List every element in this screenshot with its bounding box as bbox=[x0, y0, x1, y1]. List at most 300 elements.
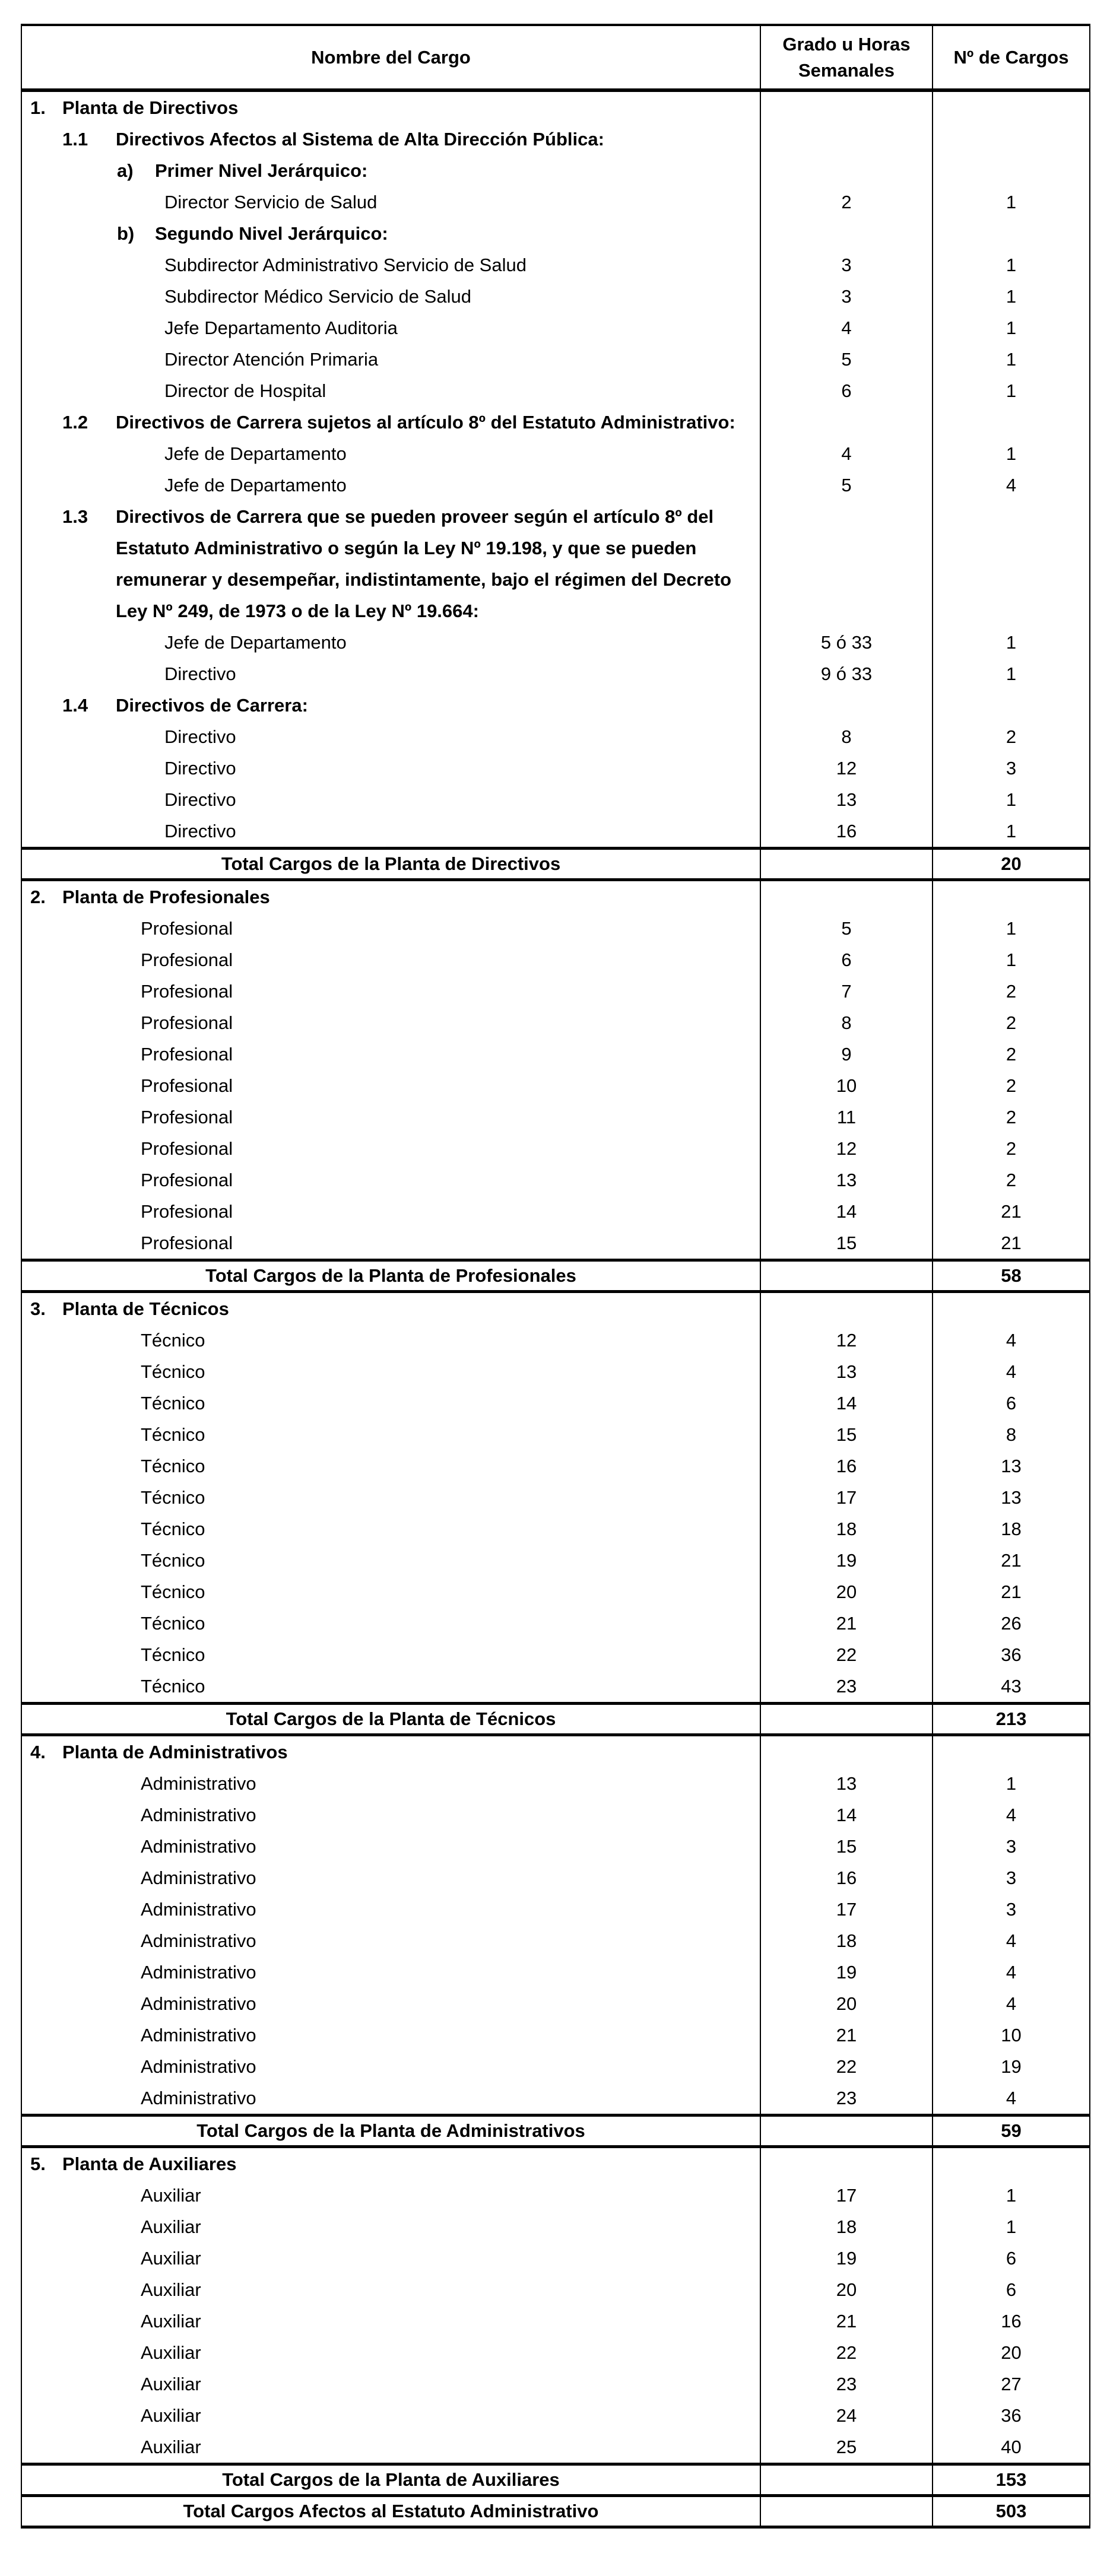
section-total-row-value: 59 bbox=[933, 2116, 1090, 2147]
cargo-count: 2 bbox=[933, 721, 1090, 752]
cargo-count: 21 bbox=[933, 1227, 1090, 1260]
cargo-count: 1 bbox=[933, 784, 1090, 815]
section-heading-content bbox=[30, 881, 760, 913]
table-row bbox=[21, 2431, 1090, 2464]
cargo-name: Administrativo bbox=[21, 2051, 760, 2082]
cargo-name: Auxiliar bbox=[21, 2274, 760, 2305]
cargo-count: 2 bbox=[933, 976, 1090, 1007]
cargo-count: 3 bbox=[933, 1862, 1090, 1894]
staffing-table-page bbox=[21, 24, 1089, 2529]
table-row bbox=[21, 1387, 1090, 1419]
subsection-heading-content bbox=[62, 123, 760, 155]
table-row bbox=[21, 1038, 1090, 1070]
empty-count-cell bbox=[933, 2147, 1090, 2180]
subsection-heading-content bbox=[62, 690, 760, 721]
cargo-count: 2 bbox=[933, 1164, 1090, 1196]
table-row bbox=[21, 2337, 1090, 2368]
table-row bbox=[21, 1768, 1090, 1799]
cargo-count: 21 bbox=[933, 1576, 1090, 1608]
cargo-name: Técnico bbox=[21, 1387, 760, 1419]
cargo-name: Directivo bbox=[21, 784, 760, 815]
cargo-name: Directivo bbox=[21, 815, 760, 849]
table-row bbox=[21, 1513, 1090, 1545]
cargo-count: 1 bbox=[933, 2180, 1090, 2211]
table-row bbox=[21, 375, 1090, 406]
grand-total-row-label: Total Cargos Afectos al Estatuto Administrativo bbox=[21, 2496, 760, 2527]
header-grado-horas: Grado u Horas Semanales bbox=[760, 25, 933, 90]
cargo-name: Profesional bbox=[21, 1007, 760, 1038]
cargo-count: 36 bbox=[933, 2400, 1090, 2431]
section-heading-cell bbox=[21, 880, 760, 913]
table-row bbox=[21, 1419, 1090, 1450]
cargo-grade: 10 bbox=[760, 1070, 933, 1101]
cargo-count: 21 bbox=[933, 1196, 1090, 1227]
cargo-count: 4 bbox=[933, 1956, 1090, 1988]
cargo-grade: 15 bbox=[760, 1419, 933, 1450]
table-row bbox=[21, 1356, 1090, 1387]
empty-grade-cell bbox=[760, 155, 933, 186]
table-row bbox=[21, 1007, 1090, 1038]
table-row bbox=[21, 249, 1090, 281]
cargo-count: 4 bbox=[933, 1324, 1090, 1356]
section-total-row-label: Total Cargos de la Planta de Profesionales bbox=[21, 1260, 760, 1292]
table-row bbox=[21, 1196, 1090, 1227]
empty-grade-cell bbox=[760, 90, 933, 123]
cargo-count: 1 bbox=[933, 312, 1090, 344]
empty-grade-cell bbox=[760, 1704, 933, 1735]
cargo-name: Profesional bbox=[21, 976, 760, 1007]
section-heading-number: 4. bbox=[30, 1742, 46, 1762]
subsection-heading-number: 1.1 bbox=[62, 129, 88, 150]
section-total-row-label: Total Cargos de la Planta de Directivos bbox=[21, 849, 760, 880]
cargo-name: Auxiliar bbox=[21, 2400, 760, 2431]
cargo-count: 2 bbox=[933, 1007, 1090, 1038]
group-heading-content bbox=[117, 218, 760, 249]
empty-count-cell bbox=[933, 90, 1090, 123]
table-row bbox=[21, 815, 1090, 849]
section-total-row-value: 58 bbox=[933, 1260, 1090, 1292]
cargo-name: Profesional bbox=[21, 913, 760, 944]
cargo-count: 19 bbox=[933, 2051, 1090, 2082]
table-row bbox=[21, 2082, 1090, 2116]
cargo-grade: 13 bbox=[760, 1768, 933, 1799]
table-row bbox=[21, 1227, 1090, 1260]
cargo-count: 2 bbox=[933, 1070, 1090, 1101]
table-row bbox=[21, 658, 1090, 690]
subsection-heading-number: 1.4 bbox=[62, 695, 88, 716]
cargo-grade: 13 bbox=[760, 1356, 933, 1387]
cargo-grade: 22 bbox=[760, 2051, 933, 2082]
subsection-heading-number: 1.2 bbox=[62, 412, 88, 433]
table-row bbox=[21, 1070, 1090, 1101]
cargo-count: 3 bbox=[933, 752, 1090, 784]
cargo-name: Profesional bbox=[21, 944, 760, 976]
cargo-name: Auxiliar bbox=[21, 2368, 760, 2400]
subsection-heading-cell bbox=[21, 501, 760, 627]
section-heading-title: Planta de Técnicos bbox=[62, 1298, 229, 1319]
cargo-name: Auxiliar bbox=[21, 2431, 760, 2464]
empty-grade-cell bbox=[760, 1292, 933, 1325]
section-heading-cell bbox=[21, 1735, 760, 1768]
cargo-name: Técnico bbox=[21, 1670, 760, 1704]
subsection-heading-cell bbox=[21, 406, 760, 438]
table-row bbox=[21, 1324, 1090, 1356]
cargo-count: 2 bbox=[933, 1101, 1090, 1133]
group-heading-content bbox=[117, 155, 760, 186]
section-heading-title: Planta de Auxiliares bbox=[62, 2153, 237, 2174]
cargo-count: 4 bbox=[933, 1799, 1090, 1831]
table-row bbox=[21, 913, 1090, 944]
subsection-heading-title: Directivos de Carrera que se pueden proveer según el artículo 8º del Estatuto Administrativo o según la Ley Nº 19.198, y que se pueden remunerar y desempeñar, indistintamente, bajo el régimen del Decreto Ley Nº 249, de 1973 o de la Ley Nº 19.664: bbox=[116, 506, 732, 621]
subsection-heading bbox=[21, 690, 1090, 721]
cargo-count: 8 bbox=[933, 1419, 1090, 1450]
empty-grade-cell bbox=[760, 501, 933, 627]
table-row bbox=[21, 1831, 1090, 1862]
cargo-grade: 16 bbox=[760, 815, 933, 849]
cargo-grade: 19 bbox=[760, 2243, 933, 2274]
section-total-row bbox=[21, 1260, 1090, 1292]
cargo-name: Técnico bbox=[21, 1576, 760, 1608]
cargo-grade: 5 bbox=[760, 469, 933, 501]
subsection-heading-number: 1.3 bbox=[62, 506, 88, 527]
staffing-table bbox=[21, 24, 1090, 2529]
empty-count-cell bbox=[933, 1292, 1090, 1325]
grand-total-row-value: 503 bbox=[933, 2496, 1090, 2527]
cargo-name: Subdirector Médico Servicio de Salud bbox=[21, 281, 760, 312]
section-total-row-value: 20 bbox=[933, 849, 1090, 880]
cargo-grade: 4 bbox=[760, 438, 933, 469]
cargo-grade: 6 bbox=[760, 944, 933, 976]
cargo-name: Técnico bbox=[21, 1324, 760, 1356]
cargo-name: Técnico bbox=[21, 1419, 760, 1450]
cargo-grade: 12 bbox=[760, 752, 933, 784]
cargo-grade: 15 bbox=[760, 1831, 933, 1862]
cargo-count: 43 bbox=[933, 1670, 1090, 1704]
cargo-name: Jefe de Departamento bbox=[21, 469, 760, 501]
cargo-name: Administrativo bbox=[21, 2019, 760, 2051]
empty-count-cell bbox=[933, 123, 1090, 155]
cargo-count: 21 bbox=[933, 1545, 1090, 1576]
section-heading-content bbox=[30, 92, 760, 123]
cargo-grade: 23 bbox=[760, 1670, 933, 1704]
empty-grade-cell bbox=[760, 2464, 933, 2496]
table-row bbox=[21, 469, 1090, 501]
subsection-heading bbox=[21, 123, 1090, 155]
table-row bbox=[21, 344, 1090, 375]
section-total-row bbox=[21, 849, 1090, 880]
cargo-count: 1 bbox=[933, 2211, 1090, 2243]
table-row bbox=[21, 2305, 1090, 2337]
section-heading-content bbox=[30, 2148, 760, 2180]
cargo-name: Profesional bbox=[21, 1133, 760, 1164]
table-row bbox=[21, 1894, 1090, 1925]
cargo-grade: 13 bbox=[760, 784, 933, 815]
section-heading bbox=[21, 880, 1090, 913]
section-heading bbox=[21, 1292, 1090, 1325]
cargo-name: Técnico bbox=[21, 1545, 760, 1576]
section-total-row-label: Total Cargos de la Planta de Auxiliares bbox=[21, 2464, 760, 2496]
cargo-count: 1 bbox=[933, 627, 1090, 658]
cargo-grade: 18 bbox=[760, 2211, 933, 2243]
section-heading-number: 5. bbox=[30, 2153, 46, 2174]
empty-count-cell bbox=[933, 1735, 1090, 1768]
empty-grade-cell bbox=[760, 123, 933, 155]
empty-grade-cell bbox=[760, 1735, 933, 1768]
cargo-name: Director Servicio de Salud bbox=[21, 186, 760, 218]
cargo-name: Auxiliar bbox=[21, 2211, 760, 2243]
section-heading-title: Planta de Profesionales bbox=[62, 887, 270, 907]
cargo-grade: 20 bbox=[760, 2274, 933, 2305]
cargo-grade: 9 ó 33 bbox=[760, 658, 933, 690]
cargo-name: Técnico bbox=[21, 1356, 760, 1387]
cargo-grade: 14 bbox=[760, 1799, 933, 1831]
table-row bbox=[21, 752, 1090, 784]
group-heading-title: Segundo Nivel Jerárquico: bbox=[155, 223, 388, 244]
cargo-grade: 14 bbox=[760, 1387, 933, 1419]
table-row bbox=[21, 1482, 1090, 1513]
cargo-grade: 25 bbox=[760, 2431, 933, 2464]
empty-count-cell bbox=[933, 501, 1090, 627]
cargo-grade: 23 bbox=[760, 2368, 933, 2400]
cargo-name: Director Atención Primaria bbox=[21, 344, 760, 375]
cargo-count: 6 bbox=[933, 2243, 1090, 2274]
cargo-grade: 21 bbox=[760, 2305, 933, 2337]
section-heading-cell bbox=[21, 90, 760, 123]
subsection-heading-content bbox=[62, 406, 760, 438]
section-heading-number: 2. bbox=[30, 887, 46, 907]
subsection-heading bbox=[21, 406, 1090, 438]
cargo-name: Auxiliar bbox=[21, 2337, 760, 2368]
cargo-name: Administrativo bbox=[21, 1831, 760, 1862]
cargo-name: Profesional bbox=[21, 1196, 760, 1227]
cargo-count: 40 bbox=[933, 2431, 1090, 2464]
section-heading-title: Planta de Administrativos bbox=[62, 1742, 288, 1762]
cargo-name: Directivo bbox=[21, 752, 760, 784]
table-row bbox=[21, 721, 1090, 752]
subsection-heading-title: Directivos de Carrera: bbox=[116, 695, 308, 716]
cargo-grade: 12 bbox=[760, 1324, 933, 1356]
table-row bbox=[21, 2368, 1090, 2400]
cargo-count: 2 bbox=[933, 1133, 1090, 1164]
cargo-name: Auxiliar bbox=[21, 2180, 760, 2211]
section-total-row-label: Total Cargos de la Planta de Administrativos bbox=[21, 2116, 760, 2147]
cargo-grade: 17 bbox=[760, 1482, 933, 1513]
table-row bbox=[21, 281, 1090, 312]
cargo-name: Administrativo bbox=[21, 1956, 760, 1988]
cargo-count: 4 bbox=[933, 469, 1090, 501]
empty-grade-cell bbox=[760, 2496, 933, 2527]
cargo-count: 3 bbox=[933, 1831, 1090, 1862]
cargo-grade: 23 bbox=[760, 2082, 933, 2116]
cargo-grade: 19 bbox=[760, 1545, 933, 1576]
table-row bbox=[21, 1450, 1090, 1482]
cargo-name: Administrativo bbox=[21, 1988, 760, 2019]
empty-grade-cell bbox=[760, 690, 933, 721]
cargo-grade: 5 ó 33 bbox=[760, 627, 933, 658]
cargo-count: 1 bbox=[933, 186, 1090, 218]
subsection-heading bbox=[21, 501, 1090, 627]
cargo-count: 1 bbox=[933, 1768, 1090, 1799]
empty-grade-cell bbox=[760, 880, 933, 913]
cargo-count: 1 bbox=[933, 944, 1090, 976]
cargo-count: 1 bbox=[933, 344, 1090, 375]
group-heading-title: Primer Nivel Jerárquico: bbox=[155, 160, 368, 181]
cargo-count: 4 bbox=[933, 2082, 1090, 2116]
section-heading-number: 3. bbox=[30, 1298, 46, 1319]
empty-count-cell bbox=[933, 406, 1090, 438]
cargo-grade: 5 bbox=[760, 344, 933, 375]
cargo-count: 10 bbox=[933, 2019, 1090, 2051]
table-header-row bbox=[21, 25, 1090, 90]
cargo-name: Profesional bbox=[21, 1038, 760, 1070]
section-heading-title: Planta de Directivos bbox=[62, 97, 239, 118]
table-row bbox=[21, 438, 1090, 469]
cargo-count: 36 bbox=[933, 1639, 1090, 1670]
cargo-name: Profesional bbox=[21, 1164, 760, 1196]
cargo-grade: 14 bbox=[760, 1196, 933, 1227]
cargo-grade: 2 bbox=[760, 186, 933, 218]
cargo-count: 1 bbox=[933, 815, 1090, 849]
group-heading bbox=[21, 218, 1090, 249]
cargo-name: Técnico bbox=[21, 1608, 760, 1639]
section-total-row-value: 213 bbox=[933, 1704, 1090, 1735]
cargo-count: 1 bbox=[933, 438, 1090, 469]
cargo-name: Profesional bbox=[21, 1227, 760, 1260]
cargo-count: 13 bbox=[933, 1482, 1090, 1513]
group-heading-number: a) bbox=[117, 160, 134, 181]
empty-grade-cell bbox=[760, 218, 933, 249]
group-heading bbox=[21, 155, 1090, 186]
section-heading-content bbox=[30, 1293, 760, 1324]
table-row bbox=[21, 2019, 1090, 2051]
table-row bbox=[21, 1925, 1090, 1956]
group-heading-number: b) bbox=[117, 223, 135, 244]
cargo-grade: 7 bbox=[760, 976, 933, 1007]
cargo-grade: 18 bbox=[760, 1925, 933, 1956]
empty-grade-cell bbox=[760, 2116, 933, 2147]
subsection-heading-content bbox=[62, 501, 760, 627]
cargo-name: Director de Hospital bbox=[21, 375, 760, 406]
grand-total-row bbox=[21, 2496, 1090, 2527]
table-row bbox=[21, 2211, 1090, 2243]
cargo-grade: 17 bbox=[760, 2180, 933, 2211]
empty-count-cell bbox=[933, 218, 1090, 249]
section-total-row bbox=[21, 2464, 1090, 2496]
cargo-name: Jefe Departamento Auditoria bbox=[21, 312, 760, 344]
cargo-name: Administrativo bbox=[21, 2082, 760, 2116]
cargo-grade: 22 bbox=[760, 1639, 933, 1670]
cargo-grade: 15 bbox=[760, 1227, 933, 1260]
cargo-grade: 24 bbox=[760, 2400, 933, 2431]
table-row bbox=[21, 1670, 1090, 1704]
subsection-heading-title: Directivos Afectos al Sistema de Alta Dirección Pública: bbox=[116, 129, 604, 150]
cargo-name: Administrativo bbox=[21, 1768, 760, 1799]
cargo-count: 6 bbox=[933, 1387, 1090, 1419]
group-heading-cell bbox=[21, 155, 760, 186]
cargo-name: Administrativo bbox=[21, 1925, 760, 1956]
cargo-name: Auxiliar bbox=[21, 2305, 760, 2337]
cargo-name: Profesional bbox=[21, 1070, 760, 1101]
table-body bbox=[21, 90, 1090, 2527]
section-heading-content bbox=[30, 1736, 760, 1768]
cargo-grade: 21 bbox=[760, 1608, 933, 1639]
cargo-name: Administrativo bbox=[21, 1894, 760, 1925]
cargo-grade: 20 bbox=[760, 1988, 933, 2019]
table-row bbox=[21, 2180, 1090, 2211]
section-heading bbox=[21, 1735, 1090, 1768]
table-row bbox=[21, 784, 1090, 815]
cargo-name: Jefe de Departamento bbox=[21, 438, 760, 469]
empty-grade-cell bbox=[760, 406, 933, 438]
empty-grade-cell bbox=[760, 1260, 933, 1292]
cargo-grade: 8 bbox=[760, 721, 933, 752]
subsection-heading-title: Directivos de Carrera sujetos al artículo 8º del Estatuto Administrativo: bbox=[116, 412, 735, 433]
cargo-grade: 3 bbox=[760, 281, 933, 312]
table-row bbox=[21, 1576, 1090, 1608]
cargo-grade: 6 bbox=[760, 375, 933, 406]
table-row bbox=[21, 627, 1090, 658]
cargo-name: Administrativo bbox=[21, 1862, 760, 1894]
cargo-count: 13 bbox=[933, 1450, 1090, 1482]
table-row bbox=[21, 1862, 1090, 1894]
subsection-heading-cell bbox=[21, 690, 760, 721]
cargo-grade: 22 bbox=[760, 2337, 933, 2368]
cargo-count: 1 bbox=[933, 913, 1090, 944]
table-row bbox=[21, 1956, 1090, 1988]
cargo-count: 6 bbox=[933, 2274, 1090, 2305]
cargo-count: 1 bbox=[933, 281, 1090, 312]
cargo-grade: 18 bbox=[760, 1513, 933, 1545]
cargo-count: 4 bbox=[933, 1925, 1090, 1956]
table-row bbox=[21, 944, 1090, 976]
table-row bbox=[21, 1164, 1090, 1196]
section-heading bbox=[21, 90, 1090, 123]
cargo-count: 20 bbox=[933, 2337, 1090, 2368]
table-row bbox=[21, 2243, 1090, 2274]
subsection-heading-cell bbox=[21, 123, 760, 155]
cargo-count: 2 bbox=[933, 1038, 1090, 1070]
table-row bbox=[21, 1101, 1090, 1133]
cargo-grade: 12 bbox=[760, 1133, 933, 1164]
table-row bbox=[21, 2051, 1090, 2082]
table-row bbox=[21, 2400, 1090, 2431]
cargo-count: 16 bbox=[933, 2305, 1090, 2337]
section-total-row bbox=[21, 1704, 1090, 1735]
cargo-name: Directivo bbox=[21, 721, 760, 752]
cargo-count: 1 bbox=[933, 249, 1090, 281]
cargo-name: Subdirector Administrativo Servicio de Salud bbox=[21, 249, 760, 281]
empty-grade-cell bbox=[760, 849, 933, 880]
cargo-count: 18 bbox=[933, 1513, 1090, 1545]
cargo-grade: 20 bbox=[760, 1576, 933, 1608]
cargo-count: 1 bbox=[933, 658, 1090, 690]
cargo-count: 1 bbox=[933, 375, 1090, 406]
cargo-grade: 16 bbox=[760, 1450, 933, 1482]
cargo-name: Directivo bbox=[21, 658, 760, 690]
cargo-grade: 5 bbox=[760, 913, 933, 944]
empty-count-cell bbox=[933, 690, 1090, 721]
cargo-count: 26 bbox=[933, 1608, 1090, 1639]
header-numero-cargos: Nº de Cargos bbox=[933, 25, 1090, 90]
header-nombre-del-cargo: Nombre del Cargo bbox=[21, 25, 760, 90]
cargo-grade: 16 bbox=[760, 1862, 933, 1894]
table-row bbox=[21, 1639, 1090, 1670]
cargo-grade: 19 bbox=[760, 1956, 933, 1988]
section-total-row bbox=[21, 2116, 1090, 2147]
section-heading-cell bbox=[21, 2147, 760, 2180]
table-row bbox=[21, 1133, 1090, 1164]
cargo-grade: 8 bbox=[760, 1007, 933, 1038]
